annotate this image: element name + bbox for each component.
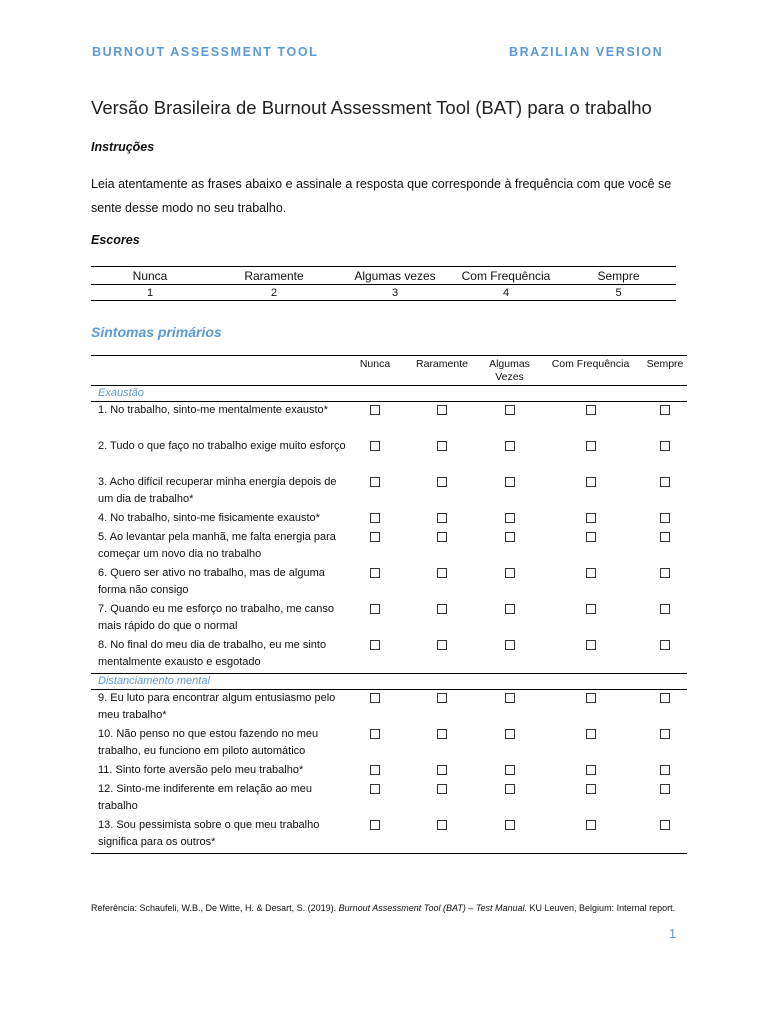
answer-cell — [481, 510, 538, 529]
answer-cell — [403, 402, 481, 439]
answer-checkbox[interactable] — [586, 784, 596, 794]
answer-checkbox[interactable] — [370, 820, 380, 830]
item-text: 11. Sinto forte aversão pelo meu trabalho* — [98, 764, 304, 776]
column-header: Com Frequência — [538, 356, 643, 386]
answer-checkbox[interactable] — [505, 765, 515, 775]
answer-cell — [403, 637, 481, 674]
answer-cell — [481, 601, 538, 637]
answer-cell — [481, 781, 538, 817]
answer-checkbox[interactable] — [505, 820, 515, 830]
instructions-heading: Instruções — [91, 140, 155, 154]
answer-cell — [538, 565, 643, 601]
answer-cell — [481, 762, 538, 781]
answer-checkbox[interactable] — [586, 693, 596, 703]
answer-checkbox[interactable] — [660, 604, 670, 614]
item-row — [91, 601, 687, 637]
answer-checkbox[interactable] — [437, 441, 447, 451]
answer-checkbox[interactable] — [370, 568, 380, 578]
answer-cell — [538, 726, 643, 762]
answer-checkbox[interactable] — [660, 568, 670, 578]
reference-suffix: KU Leuven, Belgium: Internal report. — [527, 903, 676, 913]
answer-cell — [481, 637, 538, 674]
answer-checkbox[interactable] — [660, 513, 670, 523]
answer-cell — [538, 402, 643, 439]
answer-cell — [538, 690, 643, 727]
answer-cell — [403, 726, 481, 762]
score-value: 3 — [339, 285, 451, 301]
answer-cell — [347, 438, 403, 474]
group-name: Exaustão — [91, 386, 687, 402]
answer-checkbox[interactable] — [586, 405, 596, 415]
score-value: 2 — [209, 285, 339, 301]
item-text: 3. Acho difícil recuperar minha energia depois de um dia de trabalho* — [98, 476, 337, 505]
answer-checkbox[interactable] — [660, 532, 670, 542]
column-header-label: Algumas Vezes — [489, 358, 530, 383]
answer-checkbox[interactable] — [660, 784, 670, 794]
answer-cell — [347, 781, 403, 817]
answer-cell — [403, 474, 481, 510]
answer-cell — [538, 438, 643, 474]
answer-cell — [643, 474, 687, 510]
answer-checkbox[interactable] — [370, 604, 380, 614]
answer-cell — [347, 637, 403, 674]
answer-cell — [481, 817, 538, 854]
answer-cell — [347, 690, 403, 727]
answer-cell — [643, 565, 687, 601]
answer-cell — [538, 781, 643, 817]
answer-checkbox[interactable] — [437, 729, 447, 739]
answer-checkbox[interactable] — [437, 568, 447, 578]
answer-checkbox[interactable] — [370, 784, 380, 794]
answer-cell — [347, 402, 403, 439]
item-row — [91, 817, 687, 854]
answer-cell — [481, 565, 538, 601]
item-row — [91, 565, 687, 601]
answer-cell — [643, 601, 687, 637]
answer-checkbox[interactable] — [437, 640, 447, 650]
item-text: 6. Quero ser ativo no trabalho, mas de alguma forma não consigo — [98, 567, 325, 596]
answer-cell — [643, 529, 687, 565]
section-title: Sintomas primários — [91, 324, 222, 340]
item-row — [91, 781, 687, 817]
answer-cell — [403, 510, 481, 529]
item-text: 4. No trabalho, sinto-me fisicamente exausto* — [98, 512, 320, 524]
answer-cell — [347, 565, 403, 601]
answer-checkbox[interactable] — [586, 477, 596, 487]
answer-checkbox[interactable] — [505, 405, 515, 415]
answer-checkbox[interactable] — [586, 532, 596, 542]
document-title: Versão Brasileira de Burnout Assessment Tool (BAT) para o trabalho — [91, 97, 652, 118]
answer-cell — [538, 510, 643, 529]
answer-checkbox[interactable] — [370, 693, 380, 703]
answer-checkbox[interactable] — [660, 693, 670, 703]
answer-checkbox[interactable] — [505, 729, 515, 739]
item-text: 5. Ao levantar pela manhã, me falta energia para começar um novo dia no trabalho — [98, 531, 336, 560]
answer-checkbox[interactable] — [437, 604, 447, 614]
answer-checkbox[interactable] — [586, 820, 596, 830]
answer-checkbox[interactable] — [586, 604, 596, 614]
reference-prefix: Referência: Schaufeli, W.B., De Witte, H. & Desart, S. (2019). — [91, 903, 339, 913]
item-row — [91, 762, 687, 781]
answer-checkbox[interactable] — [505, 640, 515, 650]
answer-checkbox[interactable] — [437, 784, 447, 794]
item-text: 13. Sou pessimista sobre o que meu trabalho significa para os outros* — [91, 817, 347, 854]
answer-cell — [538, 529, 643, 565]
answer-checkbox[interactable] — [660, 820, 670, 830]
answer-cell — [481, 690, 538, 727]
answer-cell — [481, 529, 538, 565]
answer-checkbox[interactable] — [660, 441, 670, 451]
answer-cell — [481, 726, 538, 762]
answer-checkbox[interactable] — [505, 784, 515, 794]
scores-table — [91, 266, 676, 301]
answer-cell — [403, 565, 481, 601]
answer-checkbox[interactable] — [370, 729, 380, 739]
answer-checkbox[interactable] — [370, 513, 380, 523]
answer-cell — [347, 726, 403, 762]
answer-cell — [403, 781, 481, 817]
item-text: 8. No final do meu dia de trabalho, eu me sinto mentalmente exausto e esgotado — [98, 639, 327, 668]
instructions-text: Leia atentamente as frases abaixo e assinale a resposta que corresponde à frequência com que você se sente desse modo no seu trabalho. — [91, 177, 672, 215]
answer-checkbox[interactable] — [586, 568, 596, 578]
answer-checkbox[interactable] — [370, 532, 380, 542]
answer-checkbox[interactable] — [370, 640, 380, 650]
answer-cell — [481, 438, 538, 474]
group-header-row — [91, 386, 687, 402]
score-value: 4 — [451, 285, 561, 301]
item-text: 10. Não penso no que estou fazendo no meu trabalho, eu funciono em piloto automático — [98, 728, 319, 757]
answer-checkbox[interactable] — [660, 405, 670, 415]
column-header: Nunca — [347, 356, 403, 386]
answer-checkbox[interactable] — [505, 477, 515, 487]
answer-checkbox[interactable] — [370, 765, 380, 775]
answer-checkbox[interactable] — [370, 441, 380, 451]
answer-checkbox[interactable] — [505, 568, 515, 578]
column-header-item — [91, 356, 347, 386]
answer-checkbox[interactable] — [586, 441, 596, 451]
item-text: 1. No trabalho, sinto-me mentalmente exausto* — [98, 404, 328, 416]
running-header-right: BRAZILIAN VERSION — [509, 45, 664, 59]
score-label: Algumas vezes — [339, 267, 451, 285]
score-label: Sempre — [561, 267, 676, 285]
answer-checkbox[interactable] — [437, 477, 447, 487]
answer-checkbox[interactable] — [437, 532, 447, 542]
reference-note — [91, 902, 681, 914]
answer-cell — [403, 690, 481, 727]
answer-checkbox[interactable] — [505, 441, 515, 451]
answer-cell — [538, 474, 643, 510]
item-row — [91, 690, 687, 727]
answer-cell — [643, 762, 687, 781]
answer-checkbox[interactable] — [505, 513, 515, 523]
answer-checkbox[interactable] — [437, 693, 447, 703]
answer-cell — [347, 762, 403, 781]
answer-cell — [538, 637, 643, 674]
answer-checkbox[interactable] — [586, 640, 596, 650]
answer-checkbox[interactable] — [505, 604, 515, 614]
answer-cell — [643, 781, 687, 817]
item-row — [91, 402, 687, 439]
item-text: 9. Eu luto para encontrar algum entusiasmo pelo meu trabalho* — [98, 692, 336, 721]
page-number: 1 — [669, 927, 676, 941]
answer-checkbox[interactable] — [437, 820, 447, 830]
score-value: 5 — [561, 285, 676, 301]
column-header: Sempre — [643, 356, 687, 386]
score-value: 1 — [91, 285, 209, 301]
answer-cell — [347, 510, 403, 529]
answer-cell — [643, 690, 687, 727]
column-header: Raramente — [403, 356, 481, 386]
answer-cell — [538, 817, 643, 854]
answer-checkbox[interactable] — [586, 765, 596, 775]
answer-cell — [347, 817, 403, 854]
item-row — [91, 438, 687, 474]
item-row — [91, 510, 687, 529]
answer-cell — [403, 817, 481, 854]
answer-checkbox[interactable] — [505, 693, 515, 703]
score-label: Nunca — [91, 267, 209, 285]
group-header-row — [91, 674, 687, 690]
item-row — [91, 726, 687, 762]
answer-cell — [347, 601, 403, 637]
answer-cell — [643, 402, 687, 439]
answer-checkbox[interactable] — [586, 729, 596, 739]
answer-cell — [403, 601, 481, 637]
answer-checkbox[interactable] — [660, 765, 670, 775]
items-body — [91, 386, 687, 854]
answer-cell — [481, 474, 538, 510]
running-header-left: BURNOUT ASSESSMENT TOOL — [92, 45, 319, 59]
answer-checkbox[interactable] — [437, 765, 447, 775]
answer-cell — [643, 510, 687, 529]
answer-cell — [481, 402, 538, 439]
item-text: 12. Sinto-me indiferente em relação ao meu trabalho — [98, 783, 313, 812]
answer-checkbox[interactable] — [660, 640, 670, 650]
answer-checkbox[interactable] — [505, 532, 515, 542]
item-row — [91, 529, 687, 565]
symptoms-table — [91, 355, 687, 854]
item-text: 7. Quando eu me esforço no trabalho, me canso mais rápido do que o normal — [98, 603, 335, 632]
group-name: Distanciamento mental — [91, 674, 687, 690]
answer-cell — [538, 601, 643, 637]
column-header — [481, 356, 538, 386]
answer-cell — [643, 726, 687, 762]
answer-cell — [643, 817, 687, 854]
answer-cell — [643, 637, 687, 674]
score-label: Raramente — [209, 267, 339, 285]
score-label: Com Frequência — [451, 267, 561, 285]
answer-checkbox[interactable] — [437, 405, 447, 415]
answer-cell — [403, 529, 481, 565]
answer-checkbox[interactable] — [660, 729, 670, 739]
item-text: 2. Tudo o que faço no trabalho exige muito esforço — [98, 440, 346, 452]
reference-title: Burnout Assessment Tool (BAT) – Test Manual. — [338, 903, 528, 913]
answer-checkbox[interactable] — [437, 513, 447, 523]
answer-cell — [643, 438, 687, 474]
item-row — [91, 474, 687, 510]
answer-cell — [347, 474, 403, 510]
answer-checkbox[interactable] — [370, 477, 380, 487]
item-row — [91, 637, 687, 674]
answer-cell — [347, 529, 403, 565]
answer-cell — [403, 438, 481, 474]
answer-checkbox[interactable] — [370, 405, 380, 415]
answer-cell — [403, 762, 481, 781]
answer-checkbox[interactable] — [586, 513, 596, 523]
answer-cell — [538, 762, 643, 781]
answer-checkbox[interactable] — [660, 477, 670, 487]
scores-heading: Escores — [91, 233, 140, 247]
